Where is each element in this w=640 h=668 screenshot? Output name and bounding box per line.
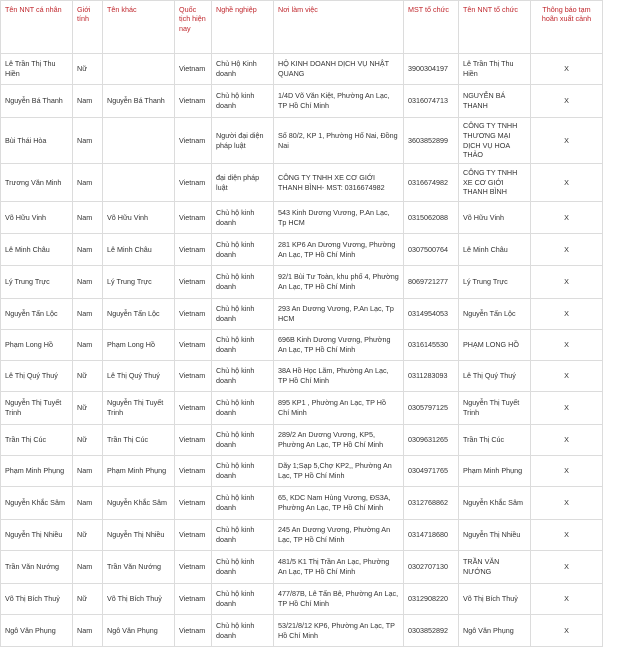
gender-cell: Nữ: [73, 425, 103, 456]
person-name-cell: Nguyễn Tấn Lộc: [1, 299, 73, 330]
tax-code-cell: 0316674982: [404, 164, 459, 202]
workplace-cell: 696B Kinh Dương Vương, Phường An Lạc, TP Hồ Chí Minh: [274, 330, 404, 361]
tax-code-cell: 0315062088: [404, 202, 459, 234]
org-name-cell: NGUYỄN BÁ THANH: [459, 85, 531, 118]
workplace-cell: 895 KP1 , Phường An Lạc, TP Hồ Chí Minh: [274, 392, 404, 425]
occupation-cell: Chủ hộ kinh doanh: [212, 456, 274, 487]
nationality-cell: Vietnam: [175, 551, 212, 584]
table-row: [1, 118, 603, 164]
table-row: [1, 551, 603, 584]
workplace-cell: 53/21/8/12 KP6, Phường An Lạc, TP Hồ Chí Minh: [274, 615, 404, 647]
tax-code-cell: 0311283093: [404, 361, 459, 392]
org-name-cell: Lê Minh Châu: [459, 234, 531, 266]
gender-cell: Nam: [73, 202, 103, 234]
header-ten-nnt-ca-nhan: Tên NNT cá nhân: [1, 1, 73, 54]
other-name-cell: Nguyễn Bá Thanh: [103, 85, 175, 118]
gender-cell: Nữ: [73, 361, 103, 392]
person-name-cell: Lê Minh Châu: [1, 234, 73, 266]
occupation-cell: Chủ Hộ Kinh doanh: [212, 54, 274, 85]
person-name-cell: Lê Thị Quý Thuý: [1, 361, 73, 392]
gender-cell: Nam: [73, 85, 103, 118]
tax-code-cell: 0316074713: [404, 85, 459, 118]
travel-notice-cell: X: [531, 584, 603, 615]
gender-cell: Nữ: [73, 520, 103, 551]
other-name-cell: Phạm Minh Phụng: [103, 456, 175, 487]
table-row: [1, 330, 603, 361]
travel-notice-cell: X: [531, 487, 603, 520]
occupation-cell: Chủ hộ kinh doanh: [212, 85, 274, 118]
gender-cell: Nam: [73, 615, 103, 647]
nationality-cell: Vietnam: [175, 164, 212, 202]
table-row: [1, 54, 603, 85]
table-row: [1, 164, 603, 202]
travel-notice-cell: X: [531, 392, 603, 425]
person-name-cell: Phạm Long Hồ: [1, 330, 73, 361]
gender-cell: Nam: [73, 330, 103, 361]
travel-notice-cell: X: [531, 85, 603, 118]
gender-cell: Nữ: [73, 584, 103, 615]
occupation-cell: đại diện pháp luật: [212, 164, 274, 202]
other-name-cell: Trần Thị Cúc: [103, 425, 175, 456]
gender-cell: Nam: [73, 456, 103, 487]
nationality-cell: Vietnam: [175, 520, 212, 551]
travel-notice-cell: X: [531, 456, 603, 487]
person-name-cell: Lê Trần Thị Thu Hiền: [1, 54, 73, 85]
header-mst-to-chuc: MST tổ chức: [404, 1, 459, 54]
org-name-cell: Võ Thị Bích Thuỷ: [459, 584, 531, 615]
workplace-cell: 543 Kinh Dương Vương, P.An Lạc, Tp HCM: [274, 202, 404, 234]
travel-notice-cell: X: [531, 234, 603, 266]
gender-cell: Nam: [73, 266, 103, 299]
gender-cell: Nam: [73, 118, 103, 164]
org-name-cell: Lý Trung Trực: [459, 266, 531, 299]
occupation-cell: Chủ hộ kinh doanh: [212, 234, 274, 266]
travel-notice-cell: X: [531, 299, 603, 330]
workplace-cell: 92/1 Bùi Tư Toàn, khu phố 4, Phường An Lạc, TP Hồ Chí Minh: [274, 266, 404, 299]
nationality-cell: Vietnam: [175, 361, 212, 392]
org-name-cell: CÔNG TY TNHH THƯƠNG MẠI DỊCH VỤ HOA THẢO: [459, 118, 531, 164]
workplace-cell: 293 An Dương Vương, P.An Lạc, Tp HCM: [274, 299, 404, 330]
other-name-cell: Lý Trung Trực: [103, 266, 175, 299]
org-name-cell: Phạm Minh Phụng: [459, 456, 531, 487]
table-row: [1, 266, 603, 299]
gender-cell: Nữ: [73, 392, 103, 425]
other-name-cell: Nguyễn Thị Tuyết Trinh: [103, 392, 175, 425]
person-name-cell: Trần Thị Cúc: [1, 425, 73, 456]
org-name-cell: Nguyễn Tấn Lộc: [459, 299, 531, 330]
occupation-cell: Chủ hộ kinh doanh: [212, 425, 274, 456]
tax-code-cell: 0314954053: [404, 299, 459, 330]
tax-code-cell: 0304971765: [404, 456, 459, 487]
person-name-cell: Nguyễn Bá Thanh: [1, 85, 73, 118]
tax-code-cell: 0307500764: [404, 234, 459, 266]
travel-notice-cell: X: [531, 54, 603, 85]
other-name-cell: Lê Thị Quý Thuý: [103, 361, 175, 392]
tax-code-cell: 3900304197: [404, 54, 459, 85]
org-name-cell: Trần Thị Cúc: [459, 425, 531, 456]
nationality-cell: Vietnam: [175, 487, 212, 520]
travel-notice-cell: X: [531, 615, 603, 647]
occupation-cell: Chủ hộ kinh doanh: [212, 584, 274, 615]
other-name-cell: Võ Hữu Vinh: [103, 202, 175, 234]
org-name-cell: Nguyễn Khắc Sâm: [459, 487, 531, 520]
nationality-cell: Vietnam: [175, 615, 212, 647]
table-row: [1, 520, 603, 551]
person-name-cell: Nguyễn Khắc Sâm: [1, 487, 73, 520]
workplace-cell: 481/5 K1 Thị Trần An Lạc, Phường An Lạc, TP Hồ Chí Minh: [274, 551, 404, 584]
travel-notice-cell: X: [531, 118, 603, 164]
other-name-cell: Ngô Văn Phụng: [103, 615, 175, 647]
occupation-cell: Chủ hộ kinh doanh: [212, 392, 274, 425]
workplace-cell: Số 80/2, KP 1, Phường Hố Nai, Đồng Nai: [274, 118, 404, 164]
nationality-cell: Vietnam: [175, 330, 212, 361]
tax-code-cell: 0312908220: [404, 584, 459, 615]
travel-notice-cell: X: [531, 551, 603, 584]
gender-cell: Nam: [73, 234, 103, 266]
table-row: [1, 456, 603, 487]
person-name-cell: Ngô Văn Phụng: [1, 615, 73, 647]
workplace-cell: 38A Hồ Học Lãm, Phường An Lạc, TP Hồ Chí Minh: [274, 361, 404, 392]
person-name-cell: Võ Hữu Vinh: [1, 202, 73, 234]
workplace-cell: Dãy 1;Sạp 5,Chợ KP2,, Phường An Lạc, TP Hồ Chí Minh: [274, 456, 404, 487]
workplace-cell: 289/2 An Dương Vương, KP5, Phường An Lạc, TP Hồ Chí Minh: [274, 425, 404, 456]
org-name-cell: PHẠM LONG HỒ: [459, 330, 531, 361]
org-name-cell: Ngô Văn Phụng: [459, 615, 531, 647]
nationality-cell: Vietnam: [175, 456, 212, 487]
nationality-cell: Vietnam: [175, 425, 212, 456]
table-row: [1, 234, 603, 266]
org-name-cell: Nguyễn Thị Nhiều: [459, 520, 531, 551]
org-name-cell: TRẦN VĂN NƯỚNG: [459, 551, 531, 584]
nationality-cell: Vietnam: [175, 299, 212, 330]
nationality-cell: Vietnam: [175, 85, 212, 118]
tax-code-cell: 0312768862: [404, 487, 459, 520]
other-name-cell: [103, 118, 175, 164]
person-name-cell: Nguyễn Thị Tuyết Trinh: [1, 392, 73, 425]
header-ten-nnt-to-chuc: Tên NNT tổ chức: [459, 1, 531, 54]
travel-notice-cell: X: [531, 520, 603, 551]
travel-notice-cell: X: [531, 425, 603, 456]
person-name-cell: Trần Văn Nướng: [1, 551, 73, 584]
table-row: [1, 202, 603, 234]
header-row: [1, 1, 603, 54]
other-name-cell: Nguyễn Thị Nhiều: [103, 520, 175, 551]
table-row: [1, 299, 603, 330]
table-row: [1, 361, 603, 392]
person-name-cell: Nguyễn Thị Nhiều: [1, 520, 73, 551]
header-quoc-tich: Quốc tịch hiện nay: [175, 1, 212, 54]
occupation-cell: Chủ hộ kinh doanh: [212, 330, 274, 361]
occupation-cell: Chủ hộ kinh doanh: [212, 487, 274, 520]
header-nghe-nghiep: Nghề nghiệp: [212, 1, 274, 54]
occupation-cell: Chủ hộ kinh doanh: [212, 202, 274, 234]
other-name-cell: Phạm Long Hồ: [103, 330, 175, 361]
workplace-cell: 281 KP6 An Dương Vương, Phường An Lạc, TP Hồ Chí Minh: [274, 234, 404, 266]
travel-notice-cell: X: [531, 266, 603, 299]
gender-cell: Nữ: [73, 54, 103, 85]
workplace-cell: HỘ KINH DOANH DỊCH VỤ NHẬT QUANG: [274, 54, 404, 85]
nationality-cell: Vietnam: [175, 392, 212, 425]
occupation-cell: Chủ hộ kinh doanh: [212, 299, 274, 330]
other-name-cell: Lê Minh Châu: [103, 234, 175, 266]
other-name-cell: Nguyễn Tấn Lộc: [103, 299, 175, 330]
travel-notice-cell: X: [531, 202, 603, 234]
table-row: [1, 584, 603, 615]
workplace-cell: 477/87B, Lê Tấn Bê, Phường An Lạc, TP Hồ Chí Minh: [274, 584, 404, 615]
person-name-cell: Lý Trung Trực: [1, 266, 73, 299]
nationality-cell: Vietnam: [175, 202, 212, 234]
tax-code-cell: 0303852892: [404, 615, 459, 647]
occupation-cell: Chủ hộ kinh doanh: [212, 266, 274, 299]
workplace-cell: CÔNG TY TNHH XE CƠ GIỚI THANH BÌNH- MST: 0316674982: [274, 164, 404, 202]
travel-notice-cell: X: [531, 164, 603, 202]
nationality-cell: Vietnam: [175, 54, 212, 85]
nationality-cell: Vietnam: [175, 584, 212, 615]
table-row: [1, 425, 603, 456]
occupation-cell: Chủ hộ kinh doanh: [212, 361, 274, 392]
workplace-cell: 245 An Dương Vương, Phường An Lạc, TP Hồ Chí Minh: [274, 520, 404, 551]
other-name-cell: [103, 164, 175, 202]
person-name-cell: Phạm Minh Phụng: [1, 456, 73, 487]
travel-notice-cell: X: [531, 361, 603, 392]
table-row: [1, 392, 603, 425]
tax-code-cell: 0305797125: [404, 392, 459, 425]
table-row: [1, 85, 603, 118]
gender-cell: Nam: [73, 487, 103, 520]
gender-cell: Nam: [73, 551, 103, 584]
tax-code-cell: 8069721277: [404, 266, 459, 299]
nationality-cell: Vietnam: [175, 266, 212, 299]
other-name-cell: Nguyễn Khắc Sâm: [103, 487, 175, 520]
table-body: [1, 54, 603, 647]
tax-code-cell: 0316145530: [404, 330, 459, 361]
tax-code-cell: 0309631265: [404, 425, 459, 456]
tax-code-cell: 0314718680: [404, 520, 459, 551]
occupation-cell: Người đại diện pháp luật: [212, 118, 274, 164]
org-name-cell: Lê Trần Thị Thu Hiền: [459, 54, 531, 85]
workplace-cell: 65, KDC Nam Hùng Vương, ĐS3A, Phường An Lạc, TP Hồ Chí Minh: [274, 487, 404, 520]
table-row: [1, 615, 603, 647]
org-name-cell: CÔNG TY TNHH XE CƠ GIỚI THANH BÌNH: [459, 164, 531, 202]
other-name-cell: [103, 54, 175, 85]
workplace-cell: 1/4D Võ Văn Kiệt, Phường An Lạc, TP Hồ Chí Minh: [274, 85, 404, 118]
header-noi-lam-viec: Nơi làm việc: [274, 1, 404, 54]
person-name-cell: Bùi Thái Hòa: [1, 118, 73, 164]
header-ten-khac: Tên khác: [103, 1, 175, 54]
gender-cell: Nam: [73, 299, 103, 330]
occupation-cell: Chủ hộ kinh doanh: [212, 615, 274, 647]
org-name-cell: Nguyễn Thị Tuyết Trinh: [459, 392, 531, 425]
org-name-cell: Lê Thị Quý Thuý: [459, 361, 531, 392]
person-name-cell: Trương Văn Minh: [1, 164, 73, 202]
occupation-cell: Chủ hộ kinh doanh: [212, 520, 274, 551]
other-name-cell: Võ Thị Bích Thuỷ: [103, 584, 175, 615]
person-name-cell: Võ Thị Bích Thuỷ: [1, 584, 73, 615]
gender-cell: Nam: [73, 164, 103, 202]
tax-code-cell: 3603852899: [404, 118, 459, 164]
occupation-cell: Chủ hộ kinh doanh: [212, 551, 274, 584]
nationality-cell: Vietnam: [175, 234, 212, 266]
other-name-cell: Trần Văn Nướng: [103, 551, 175, 584]
header-thong-bao: Thông báo tạm hoãn xuất cảnh: [531, 1, 603, 54]
tax-code-cell: 0302707130: [404, 551, 459, 584]
header-gioi-tinh: Giới tính: [73, 1, 103, 54]
table-row: [1, 487, 603, 520]
org-name-cell: Võ Hữu Vinh: [459, 202, 531, 234]
nationality-cell: Vietnam: [175, 118, 212, 164]
travel-notice-cell: X: [531, 330, 603, 361]
